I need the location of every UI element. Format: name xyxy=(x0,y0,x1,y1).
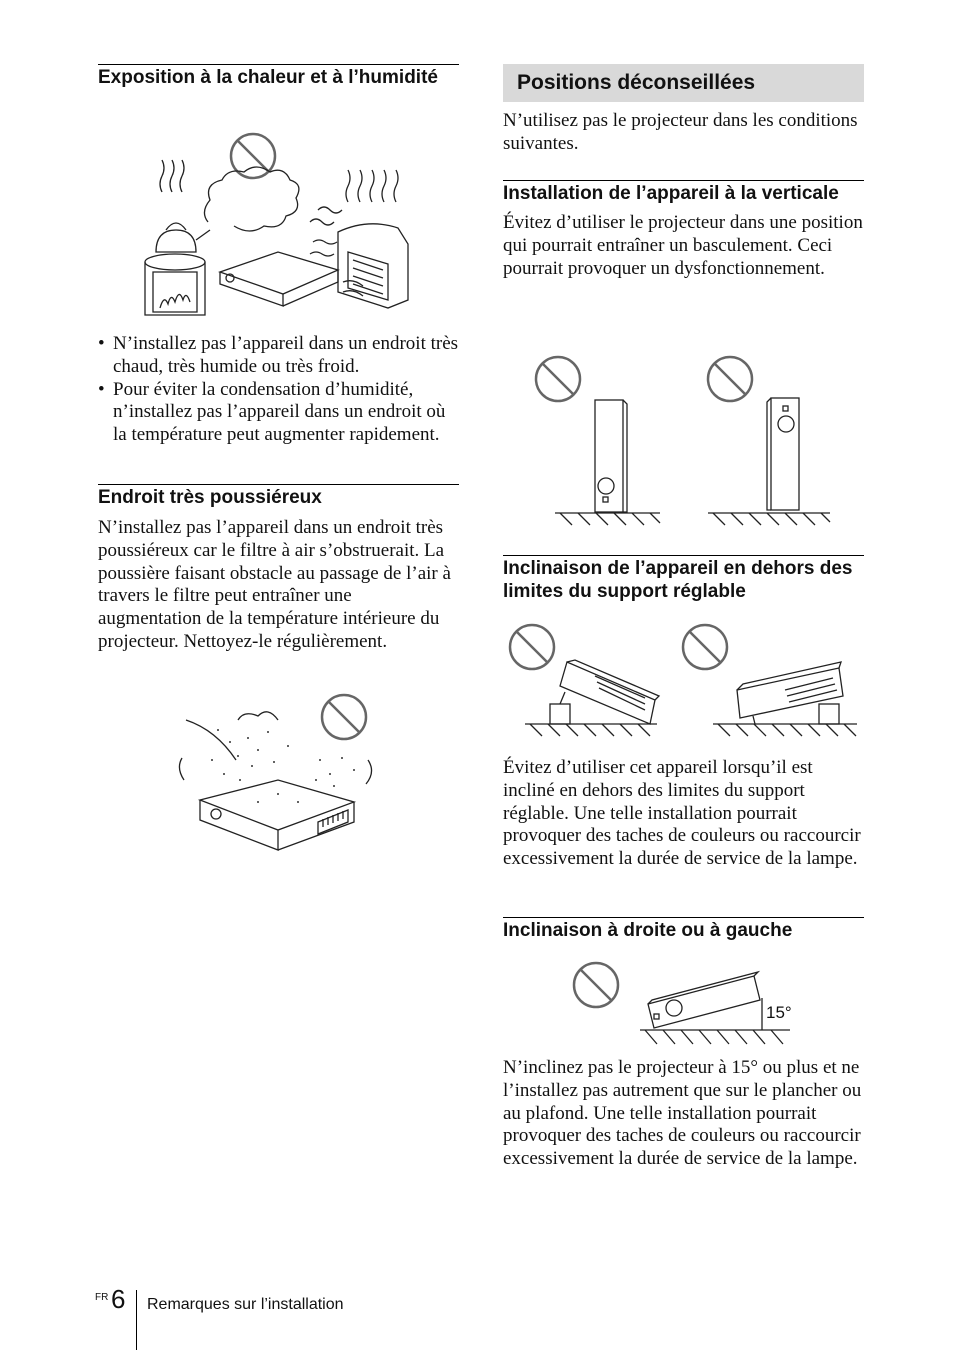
dust-section xyxy=(98,484,459,654)
dust-illustration xyxy=(178,690,378,855)
footer-lang: FR xyxy=(95,1292,109,1303)
page-number: 6 xyxy=(111,1284,126,1314)
heat-list xyxy=(98,333,459,447)
positions-banner: Positions déconseillées xyxy=(503,64,864,102)
tilt-illustration xyxy=(505,620,860,745)
heat-section xyxy=(98,64,459,89)
side-heading: Inclinaison à droite ou à gauche xyxy=(503,917,864,942)
tilt-section xyxy=(503,555,864,603)
dust-text: N’installez pas l’appareil dans un endroit très poussiéreux car le filtre à air s’obstruerait. La poussière faisant obstacle au passage de l’air à travers le filtre peut entraîner une augmentation de la température intérieure du projecteur. Nettoyez-le régulièrement. xyxy=(98,517,451,652)
angle-label: 15° xyxy=(766,1003,792,1022)
vertical-heading: Installation de l’appareil à la verticale xyxy=(503,180,864,205)
positions-section xyxy=(503,64,864,156)
side-text-block xyxy=(503,1057,864,1171)
tilt-text-block xyxy=(503,757,864,871)
vertical-section xyxy=(503,180,864,280)
heat-illustration xyxy=(138,132,418,322)
vertical-text: Évitez d’utiliser le projecteur dans une position qui pourrait entraîner un basculement. Ceci pourrait provoquer un dysfonctionnement. xyxy=(503,212,863,279)
side-section xyxy=(503,917,864,942)
heat-bullet-2: • Pour éviter la condensation d’humidité, n’installez pas l’appareil dans un endroit où la température peut augmenter rapidement. xyxy=(98,379,459,447)
footer-section-title: Remarques sur l’installation xyxy=(147,1296,344,1313)
tilt-heading: Inclinaison de l’appareil en dehors des limites du support réglable xyxy=(503,555,864,603)
heat-heading: Exposition à la chaleur et à l’humidité xyxy=(98,64,459,89)
footer-divider xyxy=(136,1290,137,1350)
tilt-text: Évitez d’utiliser cet appareil lorsqu’il est incliné en dehors des limites du support réglable. Une telle installation pourrait provoquer des taches de couleurs ou raccourcir excessivement la durée de service de la lampe. xyxy=(503,757,861,870)
vertical-illustration xyxy=(530,352,840,527)
side-text: N’inclinez pas le projecteur à 15° ou plus et ne l’installez pas autrement que sur le plancher ou au plafond. Une telle installation pourrait provoquer des taches de couleurs ou raccourcir excessivement la durée de service de la lampe. xyxy=(503,1057,862,1170)
heat-bullet-1: • N’installez pas l’appareil dans un endroit très chaud, très humide ou très froid. xyxy=(98,333,459,379)
dust-heading: Endroit très poussiéreux xyxy=(98,484,459,509)
positions-intro: N’utilisez pas le projecteur dans les conditions suivantes. xyxy=(503,110,858,154)
